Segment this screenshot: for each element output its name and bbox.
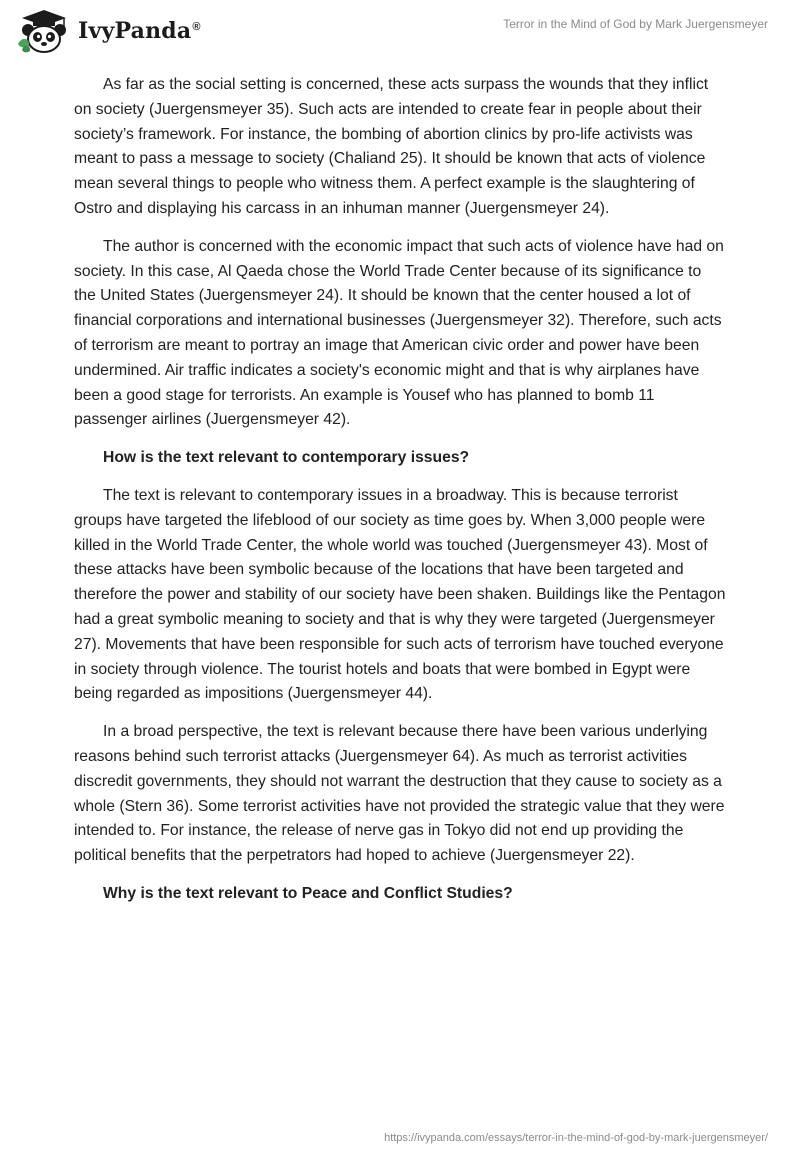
paragraph-contemporary-relevance: The text is relevant to contemporary issues in a broadway. This is because terrorist groups have targeted the lifeblood of our society as time goes by. When 3,000 people were killed in the World Trade Center, the whole world was touched (Juergensmeyer 43). Most of these attacks have been symbolic because of the locations that have been targeted and therefore the power and stability of our society have been shaken. Buildings like the Pentagon had a great symbolic meaning to society and that is why they were targeted (Juergensmeyer 27). Movements that have been responsible for such acts of terrorism have touched everyone in society through violence. The tourist hotels and boats that were bombed in Egypt were being regarded as impositions (Juergensmeyer 44). xyxy=(74,486,726,703)
source-url[interactable]: https://ivypanda.com/essays/terror-in-the-mind-of-god-by-mark-juergensmeyer/ xyxy=(384,1132,768,1144)
brand-name-text: IvyPanda xyxy=(78,18,192,44)
brand-name xyxy=(78,18,201,44)
essay-body xyxy=(74,73,726,920)
page-header xyxy=(0,0,800,60)
section-heading-peace-conflict: Why is the text relevant to Peace and Conflict Studies? xyxy=(103,884,513,902)
panda-graduation-cap-icon xyxy=(14,8,74,54)
registered-mark: ® xyxy=(192,20,201,33)
document-title: Terror in the Mind of God by Mark Juergensmeyer xyxy=(503,17,768,31)
section-heading-contemporary-issues: How is the text relevant to contemporary issues? xyxy=(103,449,470,467)
ivypanda-logo[interactable] xyxy=(14,8,201,54)
paragraph-broad-perspective: In a broad perspective, the text is relevant because there have been various underlying reasons behind such terrorist attacks (Juergensmeyer 64). As much as terrorist activities discredit governments, they should not warrant the destruction that they cause to society as a whole (Stern 36). Some terrorist activities have not provided the strategic value that they were intended to. For instance, the release of nerve gas in Tokyo did not end up providing the political benefits that the perpetrators had hoped to achieve (Juergensmeyer 22). xyxy=(74,723,725,865)
paragraph-economic-impact: The author is concerned with the economic impact that such acts of violence have had on society. In this case, Al Qaeda chose the World Trade Center because of its significance to the United States (Juergensmeyer 24). It should be known that the center housed a lot of financial corporations and international businesses (Juergensmeyer 32). Therefore, such acts of terrorism are meant to portray an image that American civic order and power have been undermined. Air traffic indicates a society's economic might and that is why airplanes have been a good stage for terrorists. An example is Yousef who has planned to bomb 11 passenger airlines (Juergensmeyer 42). xyxy=(74,237,724,429)
paragraph-social-setting: As far as the social setting is concerned, these acts surpass the wounds that they inflict on society (Juergensmeyer 35). Such acts are intended to create fear in people about their society’s framework. For instance, the bombing of abortion clinics by pro-life activists was meant to pass a message to society (Chaliand 25). It should be known that acts of violence mean several things to people who witness them. A perfect example is the slaughtering of Ostro and displaying his carcass in an inhuman manner (Juergensmeyer 24). xyxy=(74,76,709,217)
